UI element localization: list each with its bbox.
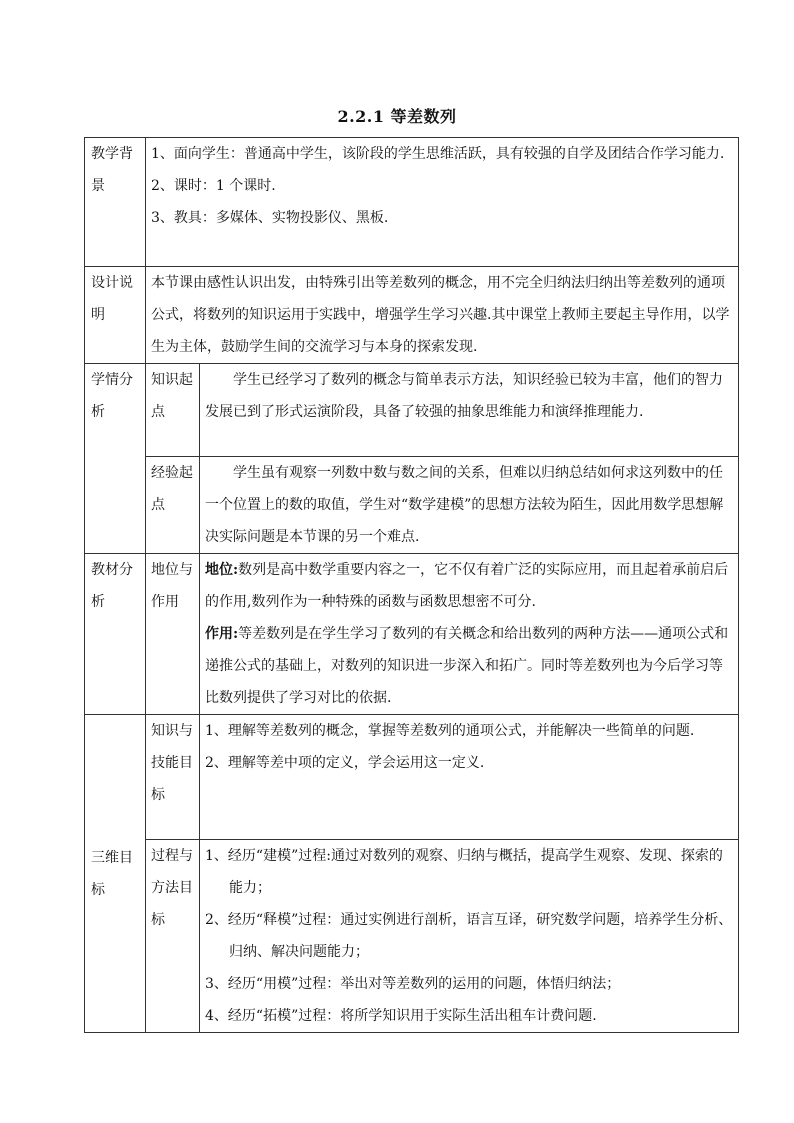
process-method-content (200, 840, 739, 1033)
experience-start-label: 经验起点 (146, 457, 200, 554)
position-text: 数列是高中数学重要内容之一，它不仅有着广泛的实际应用，而且起着承前启后的作用,数列作为一种特殊的函数与函数思想密不可分. (205, 562, 729, 610)
background-content (146, 138, 739, 267)
table-row (85, 267, 739, 364)
list-item: 2、经历“释模”过程：通过实例进行剖析，语言互译，研究数学问题，培养学生分析、归纳、解决问题能力； (205, 912, 733, 960)
position-paragraph (205, 562, 728, 610)
function-text: 等差数列是在学生学习了数列的有关概念和给出数列的两种方法——通项公式和递推公式的基础上，对数列的知识进一步深入和拓广。同时等差数列也为今后学习等比数列提供了学习对比的依据. (205, 626, 729, 706)
table-row (85, 554, 739, 715)
table-row (85, 138, 739, 267)
process-method-label: 过程与方法目标 (146, 840, 200, 1033)
knowledge-skill-label: 知识与技能目标 (146, 715, 200, 840)
list-item: 1、经历“建模”过程:通过对数列的观察、归纳与概括，提高学生观察、发现、探索的能力； (205, 848, 723, 896)
lesson-plan-table (84, 137, 739, 1033)
situation-label: 学情分析 (85, 364, 146, 554)
material-content (200, 554, 739, 715)
list-item: 4、经历“拓模”过程：将所学知识用于实际生活出租车计费问题. (205, 1008, 597, 1024)
role-label: 地位与作用 (146, 554, 200, 715)
background-label: 教学背景 (85, 138, 146, 267)
knowledge-skill-content (200, 715, 739, 840)
function-paragraph (205, 626, 728, 706)
list-item: 1、面向学生：普通高中学生，该阶段的学生思维活跃，具有较强的自学及团结合作学习能力. (151, 146, 725, 162)
document-title: 2.2.1 等差数列 (337, 107, 457, 126)
table-row (85, 715, 739, 840)
material-label: 教材分析 (85, 554, 146, 715)
list-item: 2、课时：1 个课时. (151, 178, 276, 194)
list-item: 3、经历“用模”过程：举出对等差数列的运用的问题，体悟归纳法； (205, 976, 621, 992)
knowledge-start-label: 知识起点 (146, 364, 200, 457)
function-key: 作用: (205, 626, 239, 642)
list-item: 2、理解等差中项的定义，学会运用这一定义. (205, 755, 485, 771)
knowledge-start-content: 学生已经学习了数列的概念与简单表示方法，知识经验已较为丰富，他们的智力发展已到了形式运演阶段，具备了较强的抽象思维能力和演绎推理能力. (200, 364, 739, 457)
experience-start-content: 学生虽有观察一列数中数与数之间的关系，但难以归纳总结如何求这列数中的任一个位置上的数的取值，学生对“数学建模”的思想方法较为陌生，因此用数学思想解决实际问题是本节课的另一个难点. (200, 457, 739, 554)
table-row (85, 457, 739, 554)
design-content: 本节课由感性认识出发，由特殊引出等差数列的概念，用不完全归纳法归纳出等差数列的通项公式，将数列的知识运用于实践中，增强学生学习兴趣.其中课堂上教师主要起主导作用，以学生为主体，鼓励学生间的交流学习与本身的探索发现. (146, 267, 739, 364)
table-row (85, 364, 739, 457)
list-item: 3、教具：多媒体、实物投影仪、黑板. (151, 210, 389, 226)
design-label: 设计说明 (85, 267, 146, 364)
position-key: 地位: (205, 562, 239, 578)
list-item: 1、理解等差数列的概念，掌握等差数列的通项公式，并能解决一些简单的问题. (205, 723, 695, 739)
objectives-label: 三维目标 (85, 715, 146, 1033)
table-row (85, 840, 739, 1033)
